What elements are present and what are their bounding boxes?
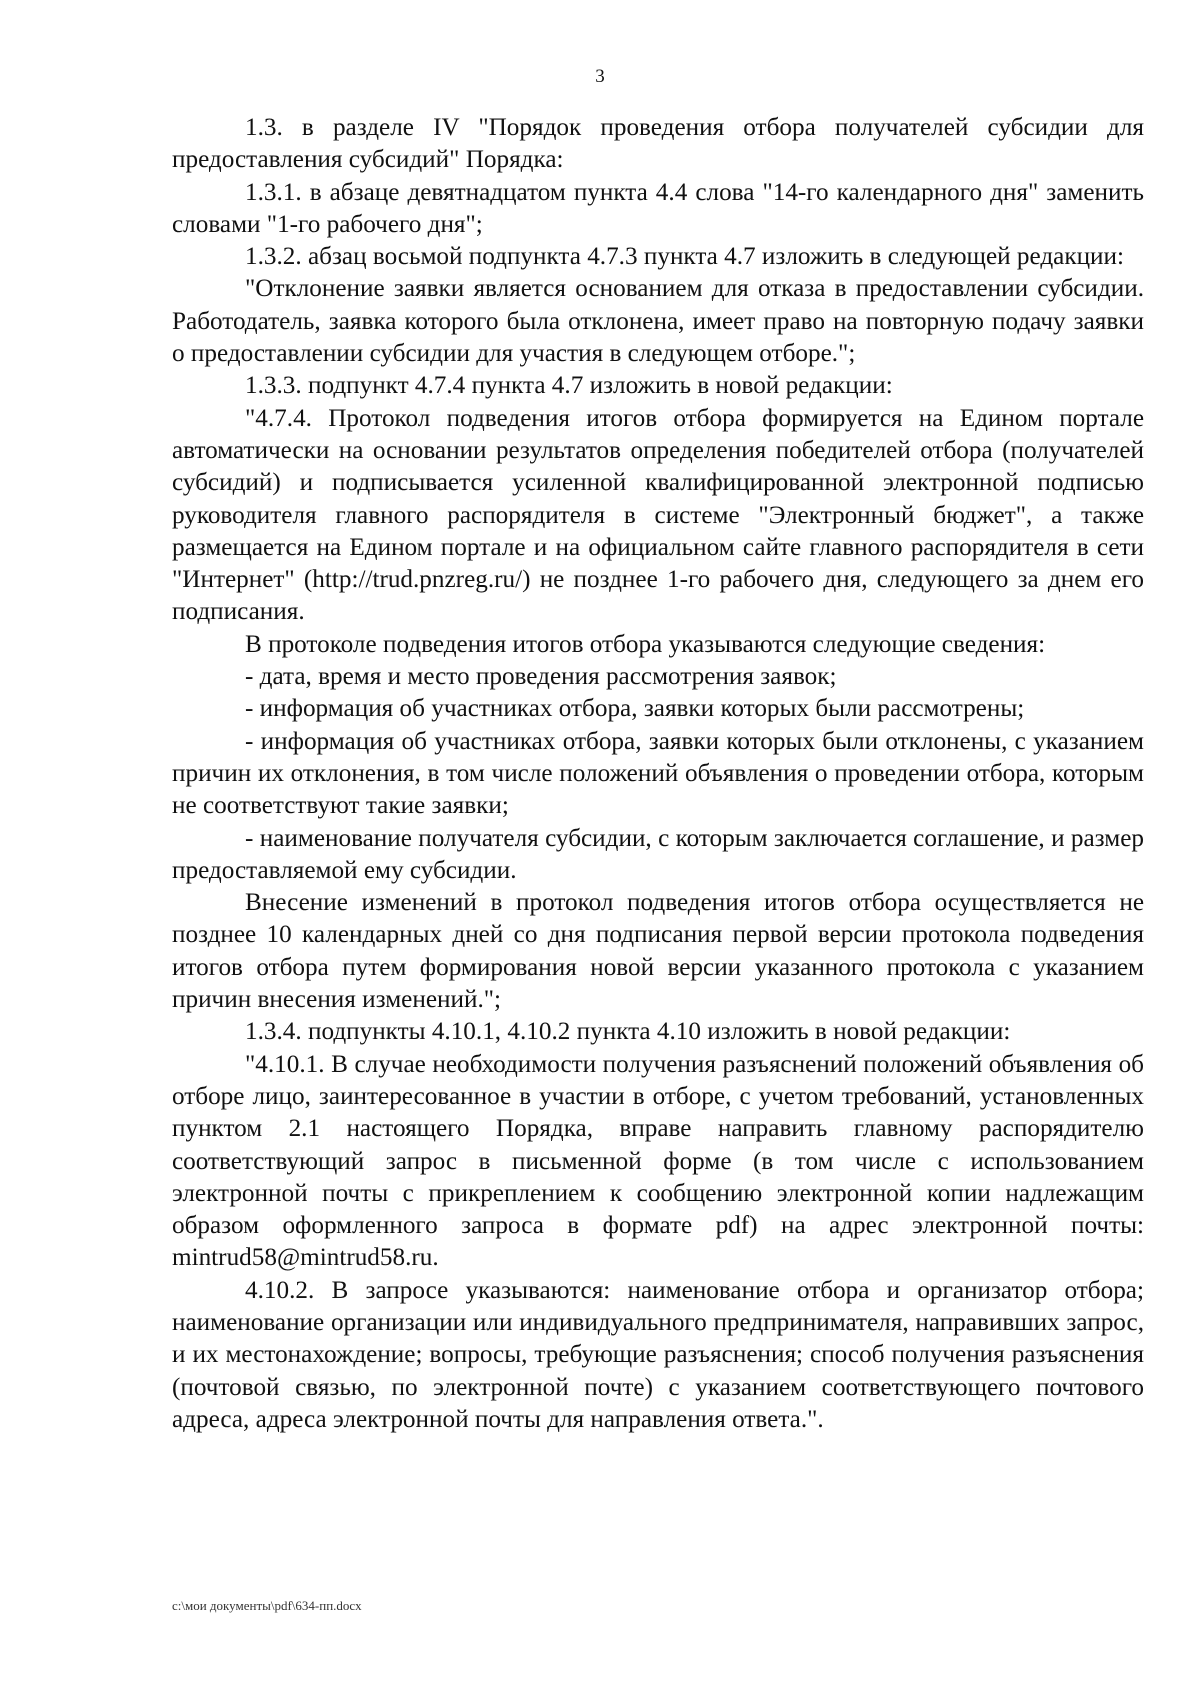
- paragraph-4-7-4: "4.7.4. Протокол подведения итогов отбора формируется на Едином портале автоматически на основании результатов определения победителей отбора (получателей субсидий) и подписывается усиленной квалифицированной электронной подписью руководителя главного распорядителя в системе "Электронный бюджет", а также размещается на Едином портале и на официальном сайте главного распорядителя в сети "Интернет" (http://trud.pnzreg.ru/) не позднее 1-го рабочего дня, следующего за днем его подписания.: [172, 404, 1144, 626]
- paragraph-4-10-1: "4.10.1. В случае необходимости получения разъяснений положений объявления об отборе лицо, заинтересованное в участии в отборе, с учетом требований, установленных пунктом 2.1 настоящего Порядка, вправе направить главному распорядителю соответствующий запрос в письменной форме (в том числе с использованием электронной почты с прикреплением к сообщению электронной копии надлежащим образом оформленного запроса в формате pdf) на адрес электронной почты: mintrud58@mintrud58.ru.: [172, 1050, 1144, 1272]
- paragraph-changes: Внесение изменений в протокол подведения итогов отбора осуществляется не позднее 10 календарных дней со дня подписания первой версии протокола подведения итогов отбора путем формирования новой версии указанного протокола с указанием причин внесения изменений.";: [172, 889, 1144, 1014]
- list-item-date: - дата, время и место проведения рассмотрения заявок;: [245, 663, 837, 691]
- paragraph-protocol-info: В протоколе подведения итогов отбора указываются следующие сведения:: [245, 630, 1046, 658]
- document-body: [172, 112, 1144, 1436]
- page-number: 3: [595, 66, 605, 87]
- paragraph-quote-rejection: "Отклонение заявки является основанием для отказа в предоставлении субсидии. Работодатель, заявка которого была отклонена, имеет право на повторную подачу заявки о предоставлении субсидии для участия в следующем отборе.";: [172, 275, 1144, 368]
- paragraph-1-3-3: 1.3.3. подпункт 4.7.4 пункта 4.7 изложить в новой редакции:: [245, 372, 893, 400]
- paragraph-1-3-2: 1.3.2. абзац восьмой подпункта 4.7.3 пункта 4.7 изложить в следующей редакции:: [245, 243, 1125, 271]
- paragraph-1-3-1: 1.3.1. в абзаце девятнадцатом пункта 4.4 слова "14-го календарного дня" заменить словами "1-го рабочего дня";: [172, 178, 1144, 238]
- list-item-rejected: - информация об участниках отбора, заявки которых были отклонены, с указанием причин их отклонения, в том числе положений объявления о проведении отбора, которым не соответствуют такие заявки;: [172, 727, 1144, 820]
- list-item-reviewed: - информация об участниках отбора, заявки которых были рассмотрены;: [245, 695, 1025, 723]
- paragraph-1-3: 1.3. в разделе IV "Порядок проведения отбора получателей субсидии для предоставления субсидий" Порядка:: [172, 114, 1144, 174]
- paragraph-4-10-2: 4.10.2. В запросе указываются: наименование отбора и организатор отбора; наименование организации или индивидуального предпринимателя, направивших запрос, и их местонахождение; вопросы, требующие разъяснения; способ получения разъяснения (почтовой связью, по электронной почте) с указанием соответствующего почтового адреса, адреса электронной почты для направления ответа.".: [172, 1276, 1144, 1433]
- list-item-recipient: - наименование получателя субсидии, с которым заключается соглашение, и размер предоставляемой ему субсидии.: [172, 824, 1144, 884]
- footer-file-path: c:\мои документы\pdf\634-пп.docx: [172, 1598, 362, 1613]
- paragraph-1-3-4: 1.3.4. подпункты 4.10.1, 4.10.2 пункта 4.10 изложить в новой редакции:: [245, 1018, 1011, 1046]
